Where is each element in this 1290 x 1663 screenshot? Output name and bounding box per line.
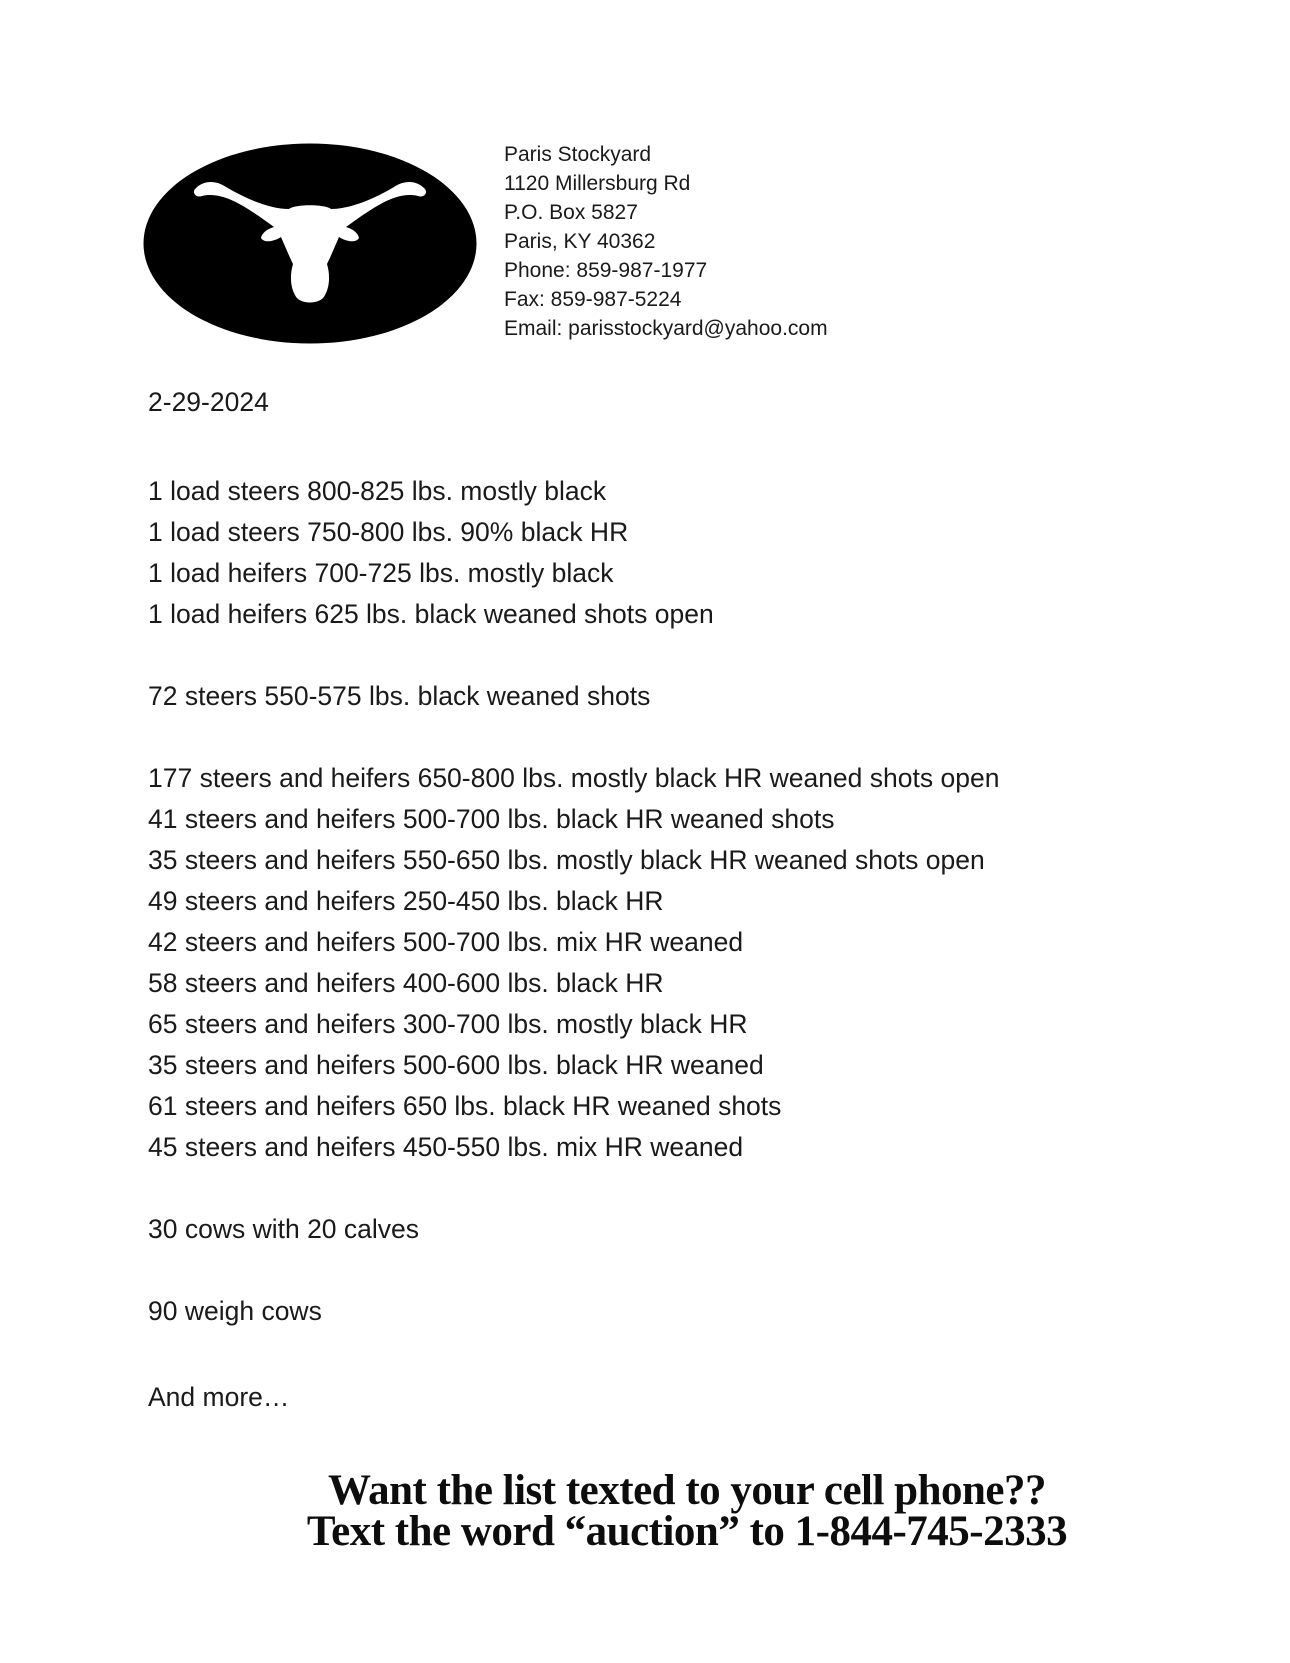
longhorn-logo xyxy=(143,143,477,344)
lot-line: 65 steers and heifers 300-700 lbs. mostly black HR xyxy=(148,1009,748,1039)
contact-block xyxy=(504,140,828,343)
lot-line: 61 steers and heifers 650 lbs. black HR weaned shots xyxy=(148,1091,782,1121)
feature-lot-group xyxy=(148,676,650,717)
lot-line: 42 steers and heifers 500-700 lbs. mix HR weaned xyxy=(148,927,744,957)
mixed-lots-group xyxy=(148,758,999,1168)
street-address: 1120 Millersburg Rd xyxy=(504,172,691,195)
lot-line: 1 load heifers 625 lbs. black weaned shots open xyxy=(148,599,714,629)
city-state-zip: Paris, KY 40362 xyxy=(504,230,656,253)
lot-line: 90 weigh cows xyxy=(148,1296,322,1326)
email-line: Email: parisstockyard@yahoo.com xyxy=(504,317,828,340)
business-name: Paris Stockyard xyxy=(504,143,652,166)
banner-line-1: Want the list texted to your cell phone?? xyxy=(327,1467,1047,1514)
load-lots-group xyxy=(148,471,714,635)
po-box: P.O. Box 5827 xyxy=(504,201,638,224)
lot-line: 35 steers and heifers 500-600 lbs. black HR weaned xyxy=(148,1050,764,1080)
text-alert-banner xyxy=(0,1467,1290,1555)
more-note-line: And more… xyxy=(148,1382,290,1412)
lot-line: 1 load steers 750-800 lbs. 90% black HR xyxy=(148,517,629,547)
sale-date: 2-29-2024 xyxy=(148,387,269,417)
cow-calf-lot-group xyxy=(148,1209,419,1250)
lot-line: 1 load steers 800-825 lbs. mostly black xyxy=(148,476,607,506)
lot-line: 41 steers and heifers 500-700 lbs. black HR weaned shots xyxy=(148,804,835,834)
lot-line: 35 steers and heifers 550-650 lbs. mostly black HR weaned shots open xyxy=(148,845,985,875)
weigh-cows-lot-group xyxy=(148,1291,322,1332)
lot-line: 177 steers and heifers 650-800 lbs. mostly black HR weaned shots open xyxy=(148,763,1000,793)
lot-line: 49 steers and heifers 250-450 lbs. black HR xyxy=(148,886,664,916)
banner-line-2: Text the word “auction” to 1-844-745-2333 xyxy=(306,1508,1068,1555)
phone-line: Phone: 859-987-1977 xyxy=(504,259,708,282)
lot-line: 72 steers 550-575 lbs. black weaned shots xyxy=(148,681,651,711)
lot-line: 45 steers and heifers 450-550 lbs. mix HR weaned xyxy=(148,1132,744,1162)
longhorn-steer-icon xyxy=(143,143,477,344)
more-note xyxy=(148,1377,289,1418)
lot-line: 58 steers and heifers 400-600 lbs. black HR xyxy=(148,968,664,998)
fax-line: Fax: 859-987-5224 xyxy=(504,288,682,311)
lot-line: 1 load heifers 700-725 lbs. mostly black xyxy=(148,558,614,588)
lot-line: 30 cows with 20 calves xyxy=(148,1214,420,1244)
